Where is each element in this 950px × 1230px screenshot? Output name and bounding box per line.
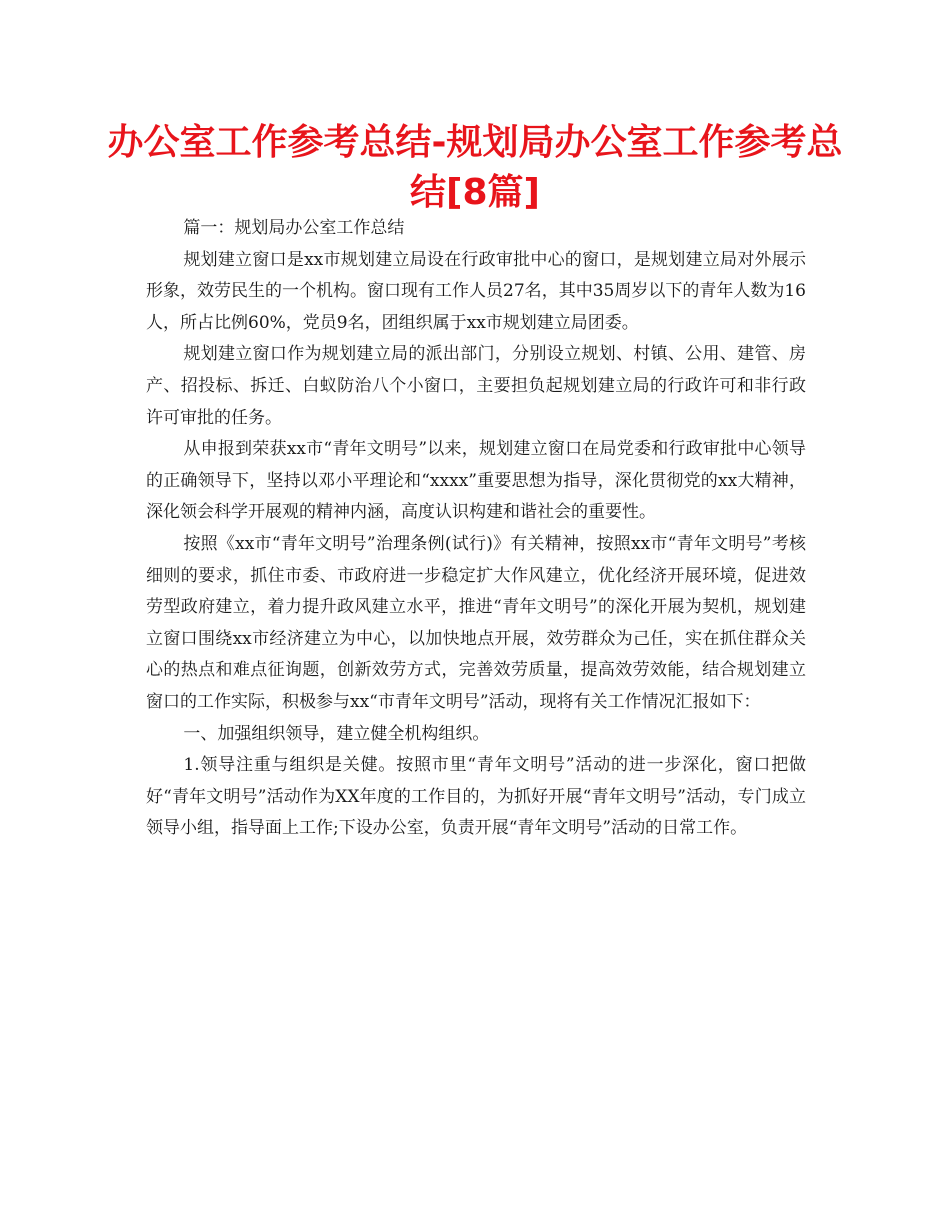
document-body — [146, 213, 806, 845]
paragraph: 从申报到荣获xx市“青年文明号”以来，规划建立窗口在局党委和行政审批中心领导的正确领导下，坚持以邓小平理论和“xxxx”重要思想为指导，深化贯彻党的xx大精神，深化领会科学开展观的精神内涵，高度认识构建和谐社会的重要性。 — [146, 439, 806, 523]
section-heading: 篇一：规划局办公室工作总结 — [183, 218, 405, 238]
paragraph: 按照《xx市“青年文明号”治理条例(试行)》有关精神，按照xx市“青年文明号”考核细则的要求，抓住市委、市政府进一步稳定扩大作风建立，优化经济开展环境，促进效劳型政府建立，着力提升政风建立水平，推进“青年文明号”的深化开展为契机，规划建立窗口围绕xx市经济建立为中心，以加快地点开展，效劳群众为己任，实在抓住群众关心的热点和难点征询题，创新效劳方式，完善效劳质量，提高效劳效能，结合规划建立窗口的工作实际，积极参与xx“市青年文明号”活动，现将有关工作情况汇报如下： — [146, 533, 806, 712]
paragraph: 1.领导注重与组织是关健。按照市里“青年文明号”活动的进一步深化，窗口把做好“青年文明号”活动作为XX年度的工作目的，为抓好开展“青年文明号”活动，专门成立领导小组，指导面上工作;下设办公室，负责开展“青年文明号”活动的日常工作。 — [146, 755, 806, 839]
paragraph: 规划建立窗口作为规划建立局的派出部门，分别设立规划、村镇、公用、建管、房产、招投标、拆迁、白蚁防治八个小窗口，主要担负起规划建立局的行政许可和非行政许可审批的任务。 — [146, 344, 806, 428]
title-line-1: 办公室工作参考总结-规划局办公室工作参考总 — [107, 122, 843, 163]
subsection-heading: 一、加强组织领导，建立健全机构组织。 — [183, 723, 490, 744]
document-title — [0, 118, 950, 218]
title-line-2: 结[8篇] — [410, 172, 540, 213]
paragraph: 规划建立窗口是xx市规划建立局设在行政审批中心的窗口，是规划建立局对外展示形象，效劳民生的一个机构。窗口现有工作人员27名，其中35周岁以下的青年人数为16人，所占比例60%，党员9名，团组织属于xx市规划建立局团委。 — [146, 249, 806, 333]
